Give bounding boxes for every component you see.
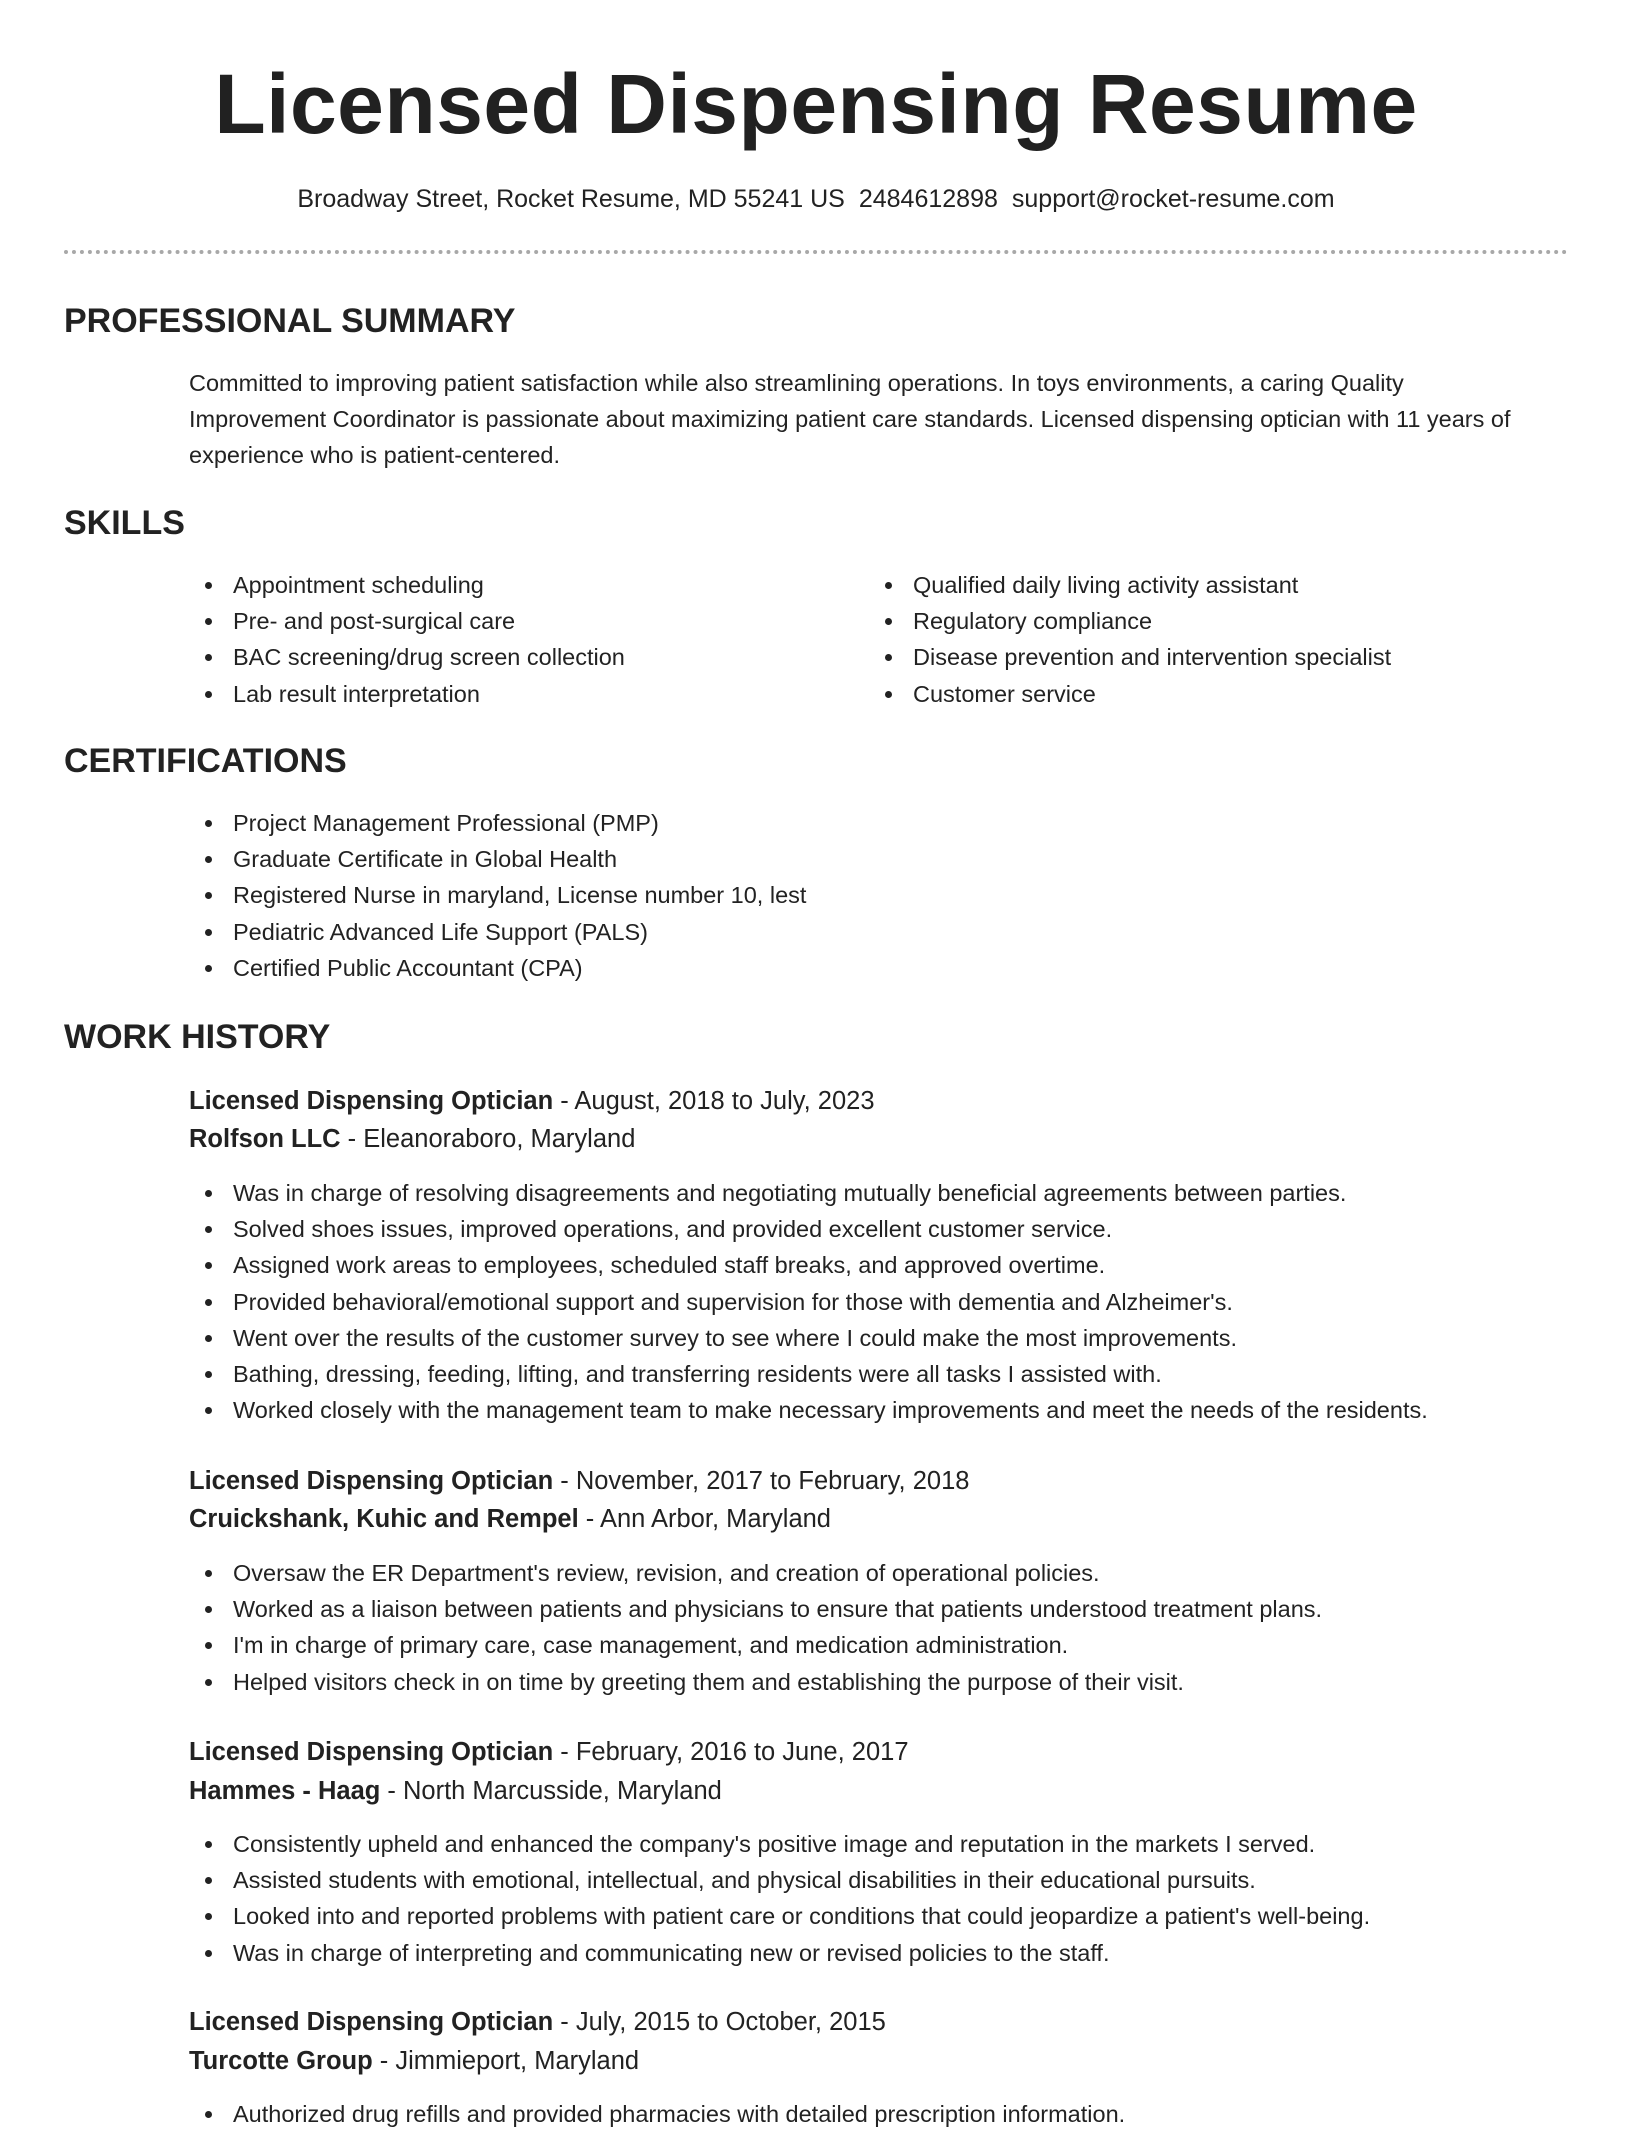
skill-item: Pre- and post-surgical care	[189, 603, 625, 639]
skill-item: Appointment scheduling	[189, 567, 625, 603]
job-bullet: Helped visitors check in on time by greeting them and establishing the purpose of their visit.	[189, 1664, 1322, 1700]
job-company: Rolfson LLC	[189, 1125, 341, 1153]
certification-item: Certified Public Accountant (CPA)	[189, 950, 806, 986]
work-history-heading: WORK HISTORY	[64, 1018, 331, 1056]
resume-title: Licensed Dispensing Resume	[214, 57, 1418, 151]
job-company: Turcotte Group	[189, 2047, 373, 2075]
job-title-line	[189, 1082, 875, 1120]
skill-item: BAC screening/drug screen collection	[189, 639, 625, 675]
job-bullet: Was in charge of resolving disagreements and negotiating mutually beneficial agreements between parties.	[189, 1175, 1428, 1211]
certifications-list	[189, 805, 806, 986]
job-bullet: Went over the results of the customer survey to see where I could make the most improvements.	[189, 1320, 1428, 1356]
job-location: - North Marcusside, Maryland	[380, 1777, 722, 1805]
skills-list-right	[869, 567, 1391, 712]
contact-phone: 2484612898	[858, 185, 998, 213]
job-company: Hammes - Haag	[189, 1777, 381, 1805]
job-dates: - August, 2018 to July, 2023	[553, 1087, 875, 1115]
job-location: - Ann Arbor, Maryland	[578, 1505, 831, 1533]
job-bullet: Was in charge of interpreting and communicating new or revised policies to the staff.	[189, 1935, 1370, 1971]
skills-heading: SKILLS	[64, 504, 185, 542]
certifications-heading: CERTIFICATIONS	[64, 742, 347, 780]
job-bullet: Solved shoes issues, improved operations, and provided excellent customer service.	[189, 1211, 1428, 1247]
job-bullets	[189, 1826, 1370, 1971]
job-bullet: Provided behavioral/emotional support and supervision for those with dementia and Alzheimer's.	[189, 1284, 1428, 1320]
contact-email: support@rocket-resume.com	[1011, 185, 1335, 213]
job-title: Licensed Dispensing Optician	[189, 2008, 554, 2036]
job-dates: - February, 2016 to June, 2017	[553, 1738, 909, 1766]
job-bullets	[189, 1175, 1428, 1428]
job-company-line	[189, 2042, 639, 2080]
job-company: Cruickshank, Kuhic and Rempel	[189, 1505, 579, 1533]
job-location: - Eleanoraboro, Maryland	[340, 1125, 636, 1153]
header-divider	[64, 250, 1568, 254]
job-bullet: Oversaw the ER Department's review, revision, and creation of operational policies.	[189, 1555, 1322, 1591]
contact-address: Broadway Street, Rocket Resume, MD 55241 US	[297, 185, 845, 213]
job-title: Licensed Dispensing Optician	[189, 1738, 554, 1766]
job-bullet: Bathing, dressing, feeding, lifting, and transferring residents were all tasks I assisted with.	[189, 1356, 1428, 1392]
certification-item: Registered Nurse in maryland, License number 10, lest	[189, 877, 806, 913]
job-bullet: I'm in charge of primary care, case management, and medication administration.	[189, 1627, 1322, 1663]
skill-item: Customer service	[869, 676, 1391, 712]
job-title-line	[189, 1733, 909, 1771]
skill-item: Regulatory compliance	[869, 603, 1391, 639]
job-bullet: Authorized drug refills and provided pharmacies with detailed prescription information.	[189, 2096, 1125, 2132]
job-bullets	[189, 1555, 1322, 1700]
skill-item: Qualified daily living activity assistant	[869, 567, 1391, 603]
job-company-line	[189, 1500, 831, 1538]
contact-info	[0, 182, 1632, 216]
job-title-line	[189, 1462, 969, 1500]
job-bullet: Worked as a liaison between patients and physicians to ensure that patients understood treatment plans.	[189, 1591, 1322, 1627]
job-bullet: Consistently upheld and enhanced the company's positive image and reputation in the markets I served.	[189, 1826, 1370, 1862]
certification-item: Pediatric Advanced Life Support (PALS)	[189, 914, 806, 950]
skill-item: Disease prevention and intervention specialist	[869, 639, 1391, 675]
job-bullets	[189, 2096, 1125, 2132]
job-company-line	[189, 1120, 635, 1158]
job-dates: - November, 2017 to February, 2018	[553, 1467, 970, 1495]
job-bullet: Looked into and reported problems with patient care or conditions that could jeopardize a patient's well-being.	[189, 1898, 1370, 1934]
job-bullet: Assigned work areas to employees, scheduled staff breaks, and approved overtime.	[189, 1247, 1428, 1283]
job-title: Licensed Dispensing Optician	[189, 1087, 554, 1115]
job-title: Licensed Dispensing Optician	[189, 1467, 554, 1495]
certification-item: Graduate Certificate in Global Health	[189, 841, 806, 877]
job-bullet: Assisted students with emotional, intellectual, and physical disabilities in their educational pursuits.	[189, 1862, 1370, 1898]
summary-text: Committed to improving patient satisfaction while also streamlining operations. In toys environments, a caring Quality Improvement Coordinator is passionate about maximizing patient care standards. Licensed dispensing optician with 11 years of experience who is patient-centered.	[189, 370, 1511, 469]
certification-item: Project Management Professional (PMP)	[189, 805, 806, 841]
summary-heading: PROFESSIONAL SUMMARY	[64, 302, 516, 340]
job-title-line	[189, 2003, 886, 2041]
job-location: - Jimmieport, Maryland	[372, 2047, 640, 2075]
job-dates: - July, 2015 to October, 2015	[553, 2008, 886, 2036]
job-bullet: Worked closely with the management team to make necessary improvements and meet the needs of the residents.	[189, 1392, 1428, 1428]
job-company-line	[189, 1772, 722, 1810]
skills-list-left	[189, 567, 625, 712]
skill-item: Lab result interpretation	[189, 676, 625, 712]
